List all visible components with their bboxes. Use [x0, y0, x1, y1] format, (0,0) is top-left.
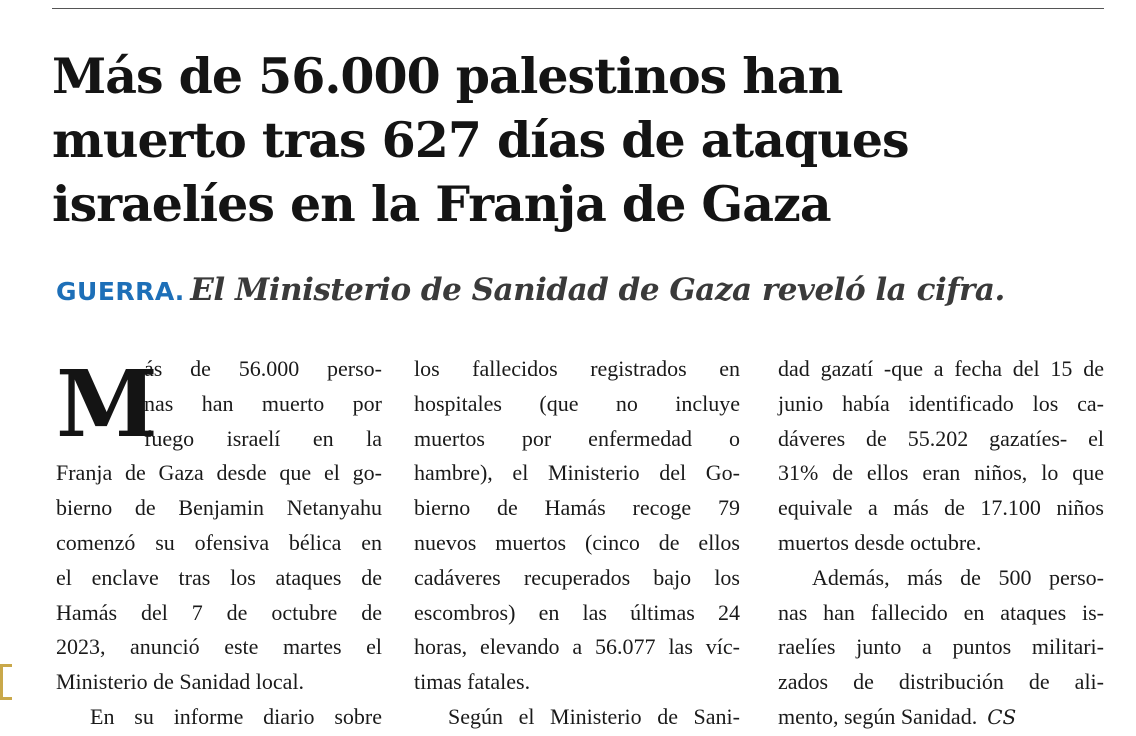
end-of-article-mark: CS — [987, 704, 1017, 729]
text-line: nas han fallecido en ataques is- — [778, 599, 1104, 625]
drop-cap: M — [56, 350, 158, 458]
section-kicker: GUERRA — [56, 277, 175, 306]
text-line: el enclave tras los ataques de — [56, 564, 382, 590]
text-line: Franja de Gaza desde que el go- — [56, 460, 382, 486]
headline-line-1: Más de 56.000 palestinos han — [52, 47, 843, 105]
text-line: dáveres de 55.202 gazatíes- el — [778, 425, 1104, 451]
text-line: Además, más de 500 perso- — [812, 564, 1104, 590]
text-line: dad gazatí -que a fecha del 15 de — [778, 356, 1104, 381]
article-column-2 — [414, 352, 740, 735]
text-line: timas fatales. — [414, 669, 531, 695]
text-line: muertos por enfermedad o — [414, 425, 740, 451]
text-line: raelíes junto a puntos militari- — [778, 634, 1104, 660]
text-line: nas han muerto por — [144, 390, 382, 416]
top-rule — [52, 8, 1104, 9]
text-line: zados de distribución de ali- — [778, 669, 1104, 695]
kicker-dot: . — [174, 277, 185, 306]
text-line: Hamás del 7 de octubre de — [56, 599, 382, 625]
text-line: fuego israelí en la — [144, 425, 382, 451]
subtitle-line — [56, 272, 1005, 308]
text-line: junio había identificado los ca- — [778, 390, 1104, 416]
text-line — [778, 700, 1104, 735]
text-line: bierno de Hamás recoge 79 — [414, 495, 740, 521]
headline — [52, 44, 1112, 236]
article-column-3 — [778, 352, 1104, 735]
text-line: los fallecidos registrados en — [414, 356, 740, 381]
text-line: nuevos muertos (cinco de ellos — [414, 529, 740, 555]
text-line: hambre), el Ministerio del Go- — [414, 460, 740, 486]
headline-line-3: israelíes en la Franja de Gaza — [52, 175, 831, 233]
text-line: En su informe diario sobre — [90, 703, 382, 729]
text-line: equivale a más de 17.100 niños — [778, 495, 1104, 521]
text-line: comenzó su ofensiva bélica en — [56, 529, 382, 555]
page-edge-ornament — [0, 664, 12, 700]
text-line: 31% de ellos eran niños, lo que — [778, 460, 1104, 486]
text-line: hospitales (que no incluye — [414, 390, 740, 416]
text-line: Ministerio de Sanidad local. — [56, 669, 305, 695]
dropcap-block — [56, 352, 382, 456]
text-line: 2023, anunció este martes el — [56, 634, 382, 660]
text-line: bierno de Benjamin Netanyahu — [56, 495, 382, 521]
text-line: Según el Ministerio de Sani- — [448, 703, 740, 729]
text-line: cadáveres recuperados bajo los — [414, 564, 740, 590]
text-line: ás de 56.000 perso- — [144, 356, 382, 381]
text-line: escombros) en las últimas 24 — [414, 599, 740, 625]
text-line: muertos desde octubre. — [778, 529, 982, 555]
article-column-1 — [56, 352, 382, 735]
final-text: mento, según Sanidad. — [778, 703, 978, 729]
subtitle: El Ministerio de Sanidad de Gaza reveló la cifra. — [190, 272, 1005, 308]
text-line: horas, elevando a 56.077 las víc- — [414, 634, 740, 660]
headline-line-2: muerto tras 627 días de ataques — [52, 111, 909, 169]
